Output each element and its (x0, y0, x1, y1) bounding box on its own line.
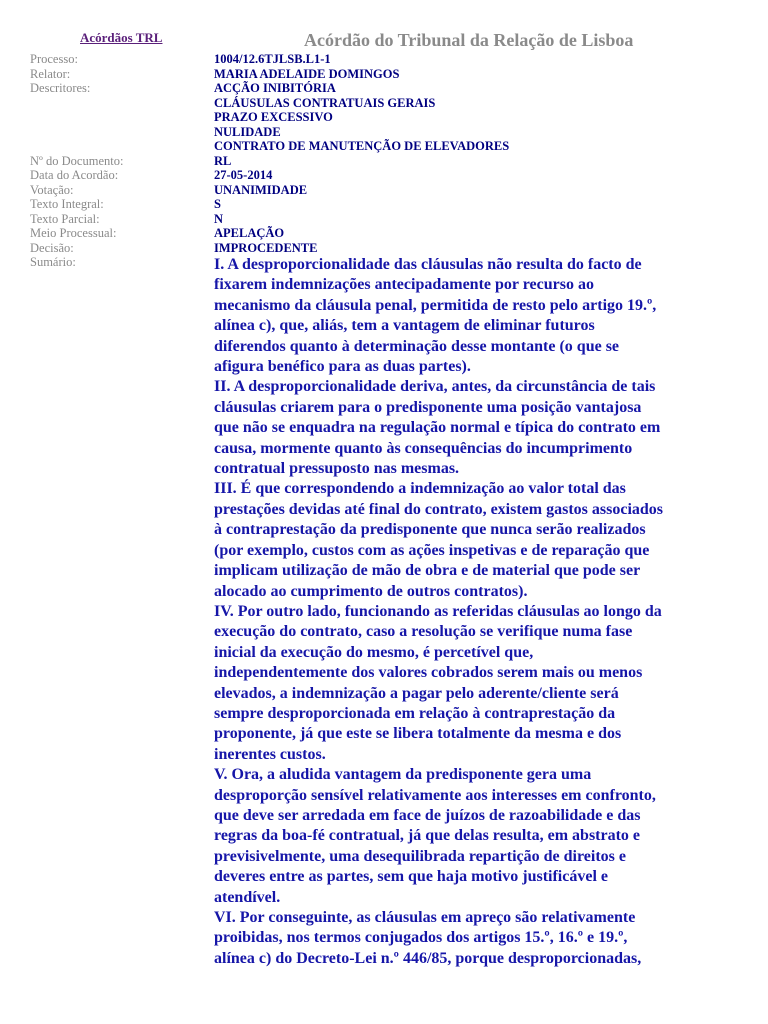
sumario-line: fixarem indemnizações antecipadamente por recurso ao (214, 276, 594, 294)
processo-value: 1004/12.6TJLSB.L1-1 (214, 52, 331, 66)
processo-label: Processo: (30, 52, 78, 66)
meio-processual-value: APELAÇÃO (214, 226, 285, 240)
row-relator (30, 67, 760, 82)
numero-documento-label: Nº do Documento: (30, 153, 124, 168)
sumario-line: desproporção sensível relativamente aos interesses em confronto, (214, 786, 656, 804)
texto-parcial-value: N (214, 211, 224, 226)
descritor: CLÁUSULAS CONTRATUAIS GERAIS (214, 95, 436, 110)
sumario-line: alocado ao cumprimento de outros contratos). (214, 582, 528, 600)
sumario-label: Sumário: (30, 255, 76, 269)
sumario-line: implicam utilização de mão de obra e de material que pode ser (214, 562, 641, 580)
relator-value: MARIA ADELAIDE DOMINGOS (214, 66, 400, 81)
sumario-line: à contraprestação da predisponente que nunca serão realizados (214, 521, 646, 539)
sumario-line: contratual pressuposto nas mesmas. (214, 460, 460, 478)
sumario-line: independentemente dos valores cobrados serem mais ou menos (214, 664, 643, 682)
row-processo (30, 52, 760, 67)
decisao-label: Decisão: (30, 240, 74, 255)
sumario-line: mecanismo da cláusula penal, permitida de resto pelo artigo 19.º, (214, 296, 657, 314)
sumario-line: III. É que correspondendo a indemnização ao valor total das (214, 480, 626, 498)
sumario-line: afigura benéfico para as duas partes). (214, 358, 471, 376)
sumario-line: V. Ora, a aludida vantagem da predisponente gera uma (214, 766, 592, 784)
metadata-table (30, 52, 760, 969)
sumario-line: II. A desproporcionalidade deriva, antes, da circunstância de tais (214, 378, 656, 396)
sumario-line: alínea c), que, aliás, tem a vantagem de eliminar futuros (214, 317, 595, 335)
page-title: Acórdão do Tribunal da Relação de Lisboa (304, 30, 634, 50)
sumario-line: inicial da execução do mesmo, é percetível que, (214, 643, 534, 661)
sumario-line: inerentes custos. (214, 745, 326, 763)
row-numero-documento (30, 154, 760, 169)
sumario-line: que não se enquadra na regulação normal e típica do contrato em (214, 419, 661, 437)
numero-documento-value: RL (214, 153, 232, 168)
texto-integral-value: S (214, 197, 221, 211)
sumario-line: execução do contrato, caso a resolução se verifique numa fase (214, 623, 633, 641)
sumario-line: previsivelmente, uma desequilibrada repartição de direitos e (214, 847, 626, 865)
row-texto-integral (30, 197, 760, 212)
sumario-line: que deve ser arredada em face de juízos de razoabilidade e das (214, 806, 641, 824)
data-acordao-value: 27-05-2014 (214, 168, 273, 182)
votacao-value: UNANIMIDADE (214, 182, 308, 197)
row-data-acordao (30, 168, 760, 183)
sumario-line: alínea c) do Decreto-Lei n.º 446/85, porque desproporcionadas, (214, 949, 642, 967)
descritor: NULIDADE (214, 124, 281, 139)
row-meio-processual (30, 226, 760, 241)
row-texto-parcial (30, 212, 760, 227)
sumario-line: atendível. (214, 888, 281, 906)
sumario-line: elevados, a indemnização a pagar pelo aderente/cliente será (214, 684, 619, 702)
texto-integral-label: Texto Integral: (30, 197, 104, 211)
acordaos-trl-link[interactable]: Acórdãos TRL (80, 30, 163, 45)
descritores-values (214, 81, 760, 154)
row-votacao (30, 183, 760, 198)
row-sumario (30, 255, 760, 969)
sumario-line: deveres entre as partes, sem que haja motivo justificável e (214, 868, 608, 886)
meio-processual-label: Meio Processual: (30, 226, 117, 240)
sumario-line: (por exemplo, custos com as ações inspetivas e de reparação que (214, 541, 650, 559)
sumario-line: VI. Por conseguinte, as cláusulas em apreço são relativamente (214, 909, 636, 926)
texto-parcial-label: Texto Parcial: (30, 211, 100, 226)
descritor: PRAZO EXCESSIVO (214, 110, 333, 124)
descritor: ACÇÃO INIBITÓRIA (214, 81, 336, 95)
sumario-line: sempre desproporcionada em relação à contraprestação da (214, 704, 616, 722)
row-descritores (30, 81, 760, 154)
descritores-label: Descritores: (30, 81, 91, 95)
decisao-value: IMPROCEDENTE (214, 240, 318, 255)
relator-label: Relator: (30, 66, 71, 81)
sumario-line: proibidas, nos termos conjugados dos artigos 15.º, 16.º e 19.º, (214, 929, 628, 947)
sumario-line: causa, mormente quanto às consequências do incumprimento (214, 439, 633, 457)
sumario-text (214, 255, 760, 969)
sumario-line: prestações devidas até final do contrato, existem gastos associados (214, 500, 664, 518)
sumario-line: cláusulas criarem para o predisponente uma posição vantajosa (214, 398, 642, 416)
descritor: CONTRATO DE MANUTENÇÃO DE ELEVADORES (214, 139, 510, 153)
votacao-label: Votação: (30, 182, 74, 197)
sumario-line: regras da boa-fé contratual, já que delas resulta, em abstrato e (214, 827, 641, 845)
data-acordao-label: Data do Acordão: (30, 168, 119, 182)
sumario-line: proponente, já que este se libera totalmente da mesma e dos (214, 725, 622, 743)
row-decisao (30, 241, 760, 256)
sumario-line: I. A desproporcionalidade das cláusulas não resulta do facto de (214, 256, 642, 273)
sumario-line: IV. Por outro lado, funcionando as referidas cláusulas ao longo da (214, 602, 662, 620)
sumario-line: diferendos quanto à determinação desse montante (o que se (214, 337, 620, 355)
